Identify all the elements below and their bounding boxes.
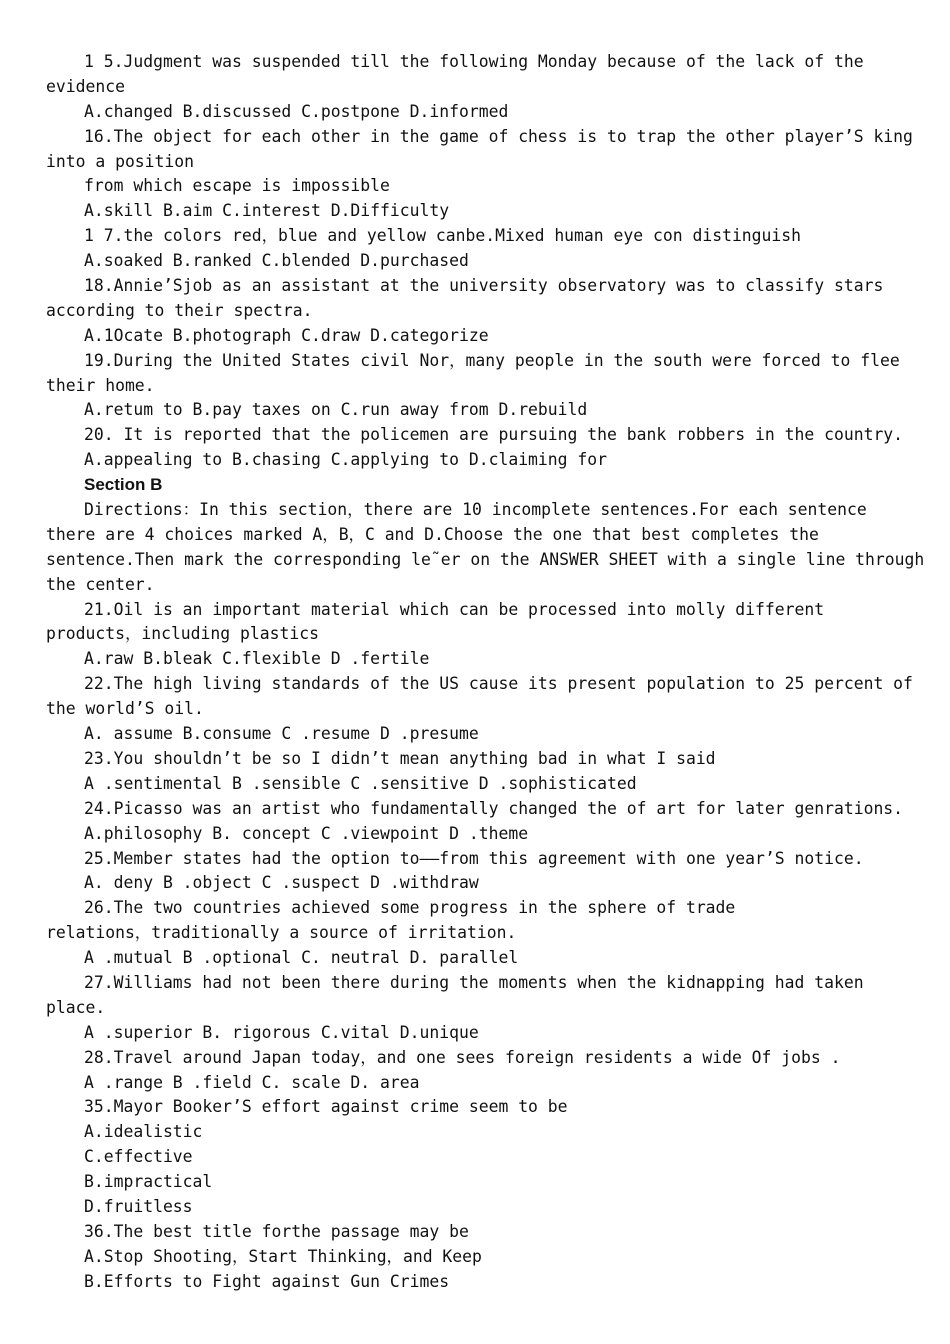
question-36-option-b: B.Efforts to Fight against Gun Crimes [84, 1271, 450, 1291]
question-18-stem: 18.Annie’Sjob as an assistant at the university observatory was to classify stars [84, 276, 884, 296]
question-19-stem: 19.During the United States civil Nor，many people in the south were forced to flee [84, 350, 900, 370]
directions-line-3: sentence.Then mark the corresponding le˜er on the ANSWER SHEET with a single line through [46, 549, 925, 569]
question-22-stem-cont: the world’S oil. [46, 699, 204, 719]
question-20-options: A.appealing to B.chasing C.applying to D.claiming for [84, 450, 608, 470]
question-26-options: A .mutual B .optional C. neutral D. parallel [84, 948, 519, 968]
document-page [46, 50, 925, 1295]
question-23-stem: 23.You shouldn’t be so I didn’t mean anything bad in what I said [84, 748, 716, 768]
question-26-stem: 26.The two countries achieved some progress in the sphere of trade [84, 898, 736, 918]
question-35-option-d: D.fruitless [84, 1196, 193, 1216]
question-27-stem-cont: place. [46, 997, 106, 1017]
question-19-stem-cont: their home. [46, 375, 155, 395]
question-18-stem-cont: according to their spectra. [46, 300, 313, 320]
question-25-stem: 25.Member states had the option to——from this agreement with one year’S notice. [84, 848, 864, 868]
question-27-stem: 27.Williams had not been there during the moments when the kidnapping had taken [84, 972, 864, 992]
question-28-options: A .range B .field C. scale D. area [84, 1072, 420, 1092]
question-36-option-a: A.Stop Shooting，Start Thinking，and Keep [84, 1246, 482, 1266]
question-35-option-b: B.impractical [84, 1172, 213, 1192]
question-21-stem: 21.Oil is an important material which can be processed into molly different [84, 599, 825, 619]
question-25-options: A. deny B .object C .suspect D .withdraw [84, 873, 479, 893]
question-35-option-c: C.effective [84, 1147, 193, 1167]
question-27-options: A .superior B. rigorous C.vital D.unique [84, 1022, 479, 1042]
section-b-heading: Section B [84, 475, 163, 495]
question-15-stem-cont: evidence [46, 76, 125, 96]
question-15-stem: 1 5.Judgment was suspended till the following Monday because of the lack of the [84, 52, 864, 71]
question-16-stem-cont-2: from which escape is impossible [84, 176, 390, 196]
question-20-stem: 20. It is reported that the policemen are pursuing the bank robbers in the country. [84, 425, 904, 445]
question-35-option-a: A.idealistic [84, 1122, 203, 1142]
directions-line-2: there are 4 choices marked A，B，C and D.Choose the one that best completes the [46, 524, 819, 544]
question-24-options: A.philosophy B. concept C .viewpoint D .theme [84, 823, 529, 843]
question-21-options: A.raw B.bleak C.flexible D .fertile [84, 649, 430, 669]
question-17-stem: 1 7.the colors red，blue and yellow canbe.Mixed human eye con distinguish [84, 226, 802, 246]
question-19-options: A.retum to B.pay taxes on C.run away from D.rebuild [84, 400, 588, 420]
question-35-stem: 35.Mayor Booker’S effort against crime seem to be [84, 1097, 568, 1117]
question-24-stem: 24.Picasso was an artist who fundamentally changed the of art for later genrations. [84, 798, 904, 818]
question-22-options: A. assume B.consume C .resume D .presume [84, 724, 479, 744]
question-26-stem-cont: relations，traditionally a source of irritation. [46, 923, 517, 943]
question-16-stem: 16.The object for each other in the game of chess is to trap the other player’S king [84, 126, 913, 146]
question-22-stem: 22.The high living standards of the US cause its present population to 25 percent of [84, 674, 913, 694]
directions-line-1: Directions：In this section，there are 10 incomplete sentences.For each sentence [84, 500, 867, 520]
question-28-stem: 28.Travel around Japan today，and one sees foreign residents a wide Of jobs . [84, 1047, 841, 1067]
question-23-options: A .sentimental B .sensible C .sensitive D .sophisticated [84, 773, 637, 793]
question-15-options: A.changed B.discussed C.postpone D.informed [84, 101, 509, 121]
question-17-options: A.soaked B.ranked C.blended D.purchased [84, 251, 469, 271]
directions-line-4: the center. [46, 574, 155, 594]
question-21-stem-cont: products，including plastics [46, 624, 319, 644]
question-36-stem: 36.The best title forthe passage may be [84, 1221, 469, 1241]
question-16-stem-cont: into a position [46, 151, 195, 171]
question-18-options: A.1Ocate B.photograph C.draw D.categorize [84, 325, 489, 345]
question-16-options: A.skill B.aim C.interest D.Difficulty [84, 201, 450, 221]
